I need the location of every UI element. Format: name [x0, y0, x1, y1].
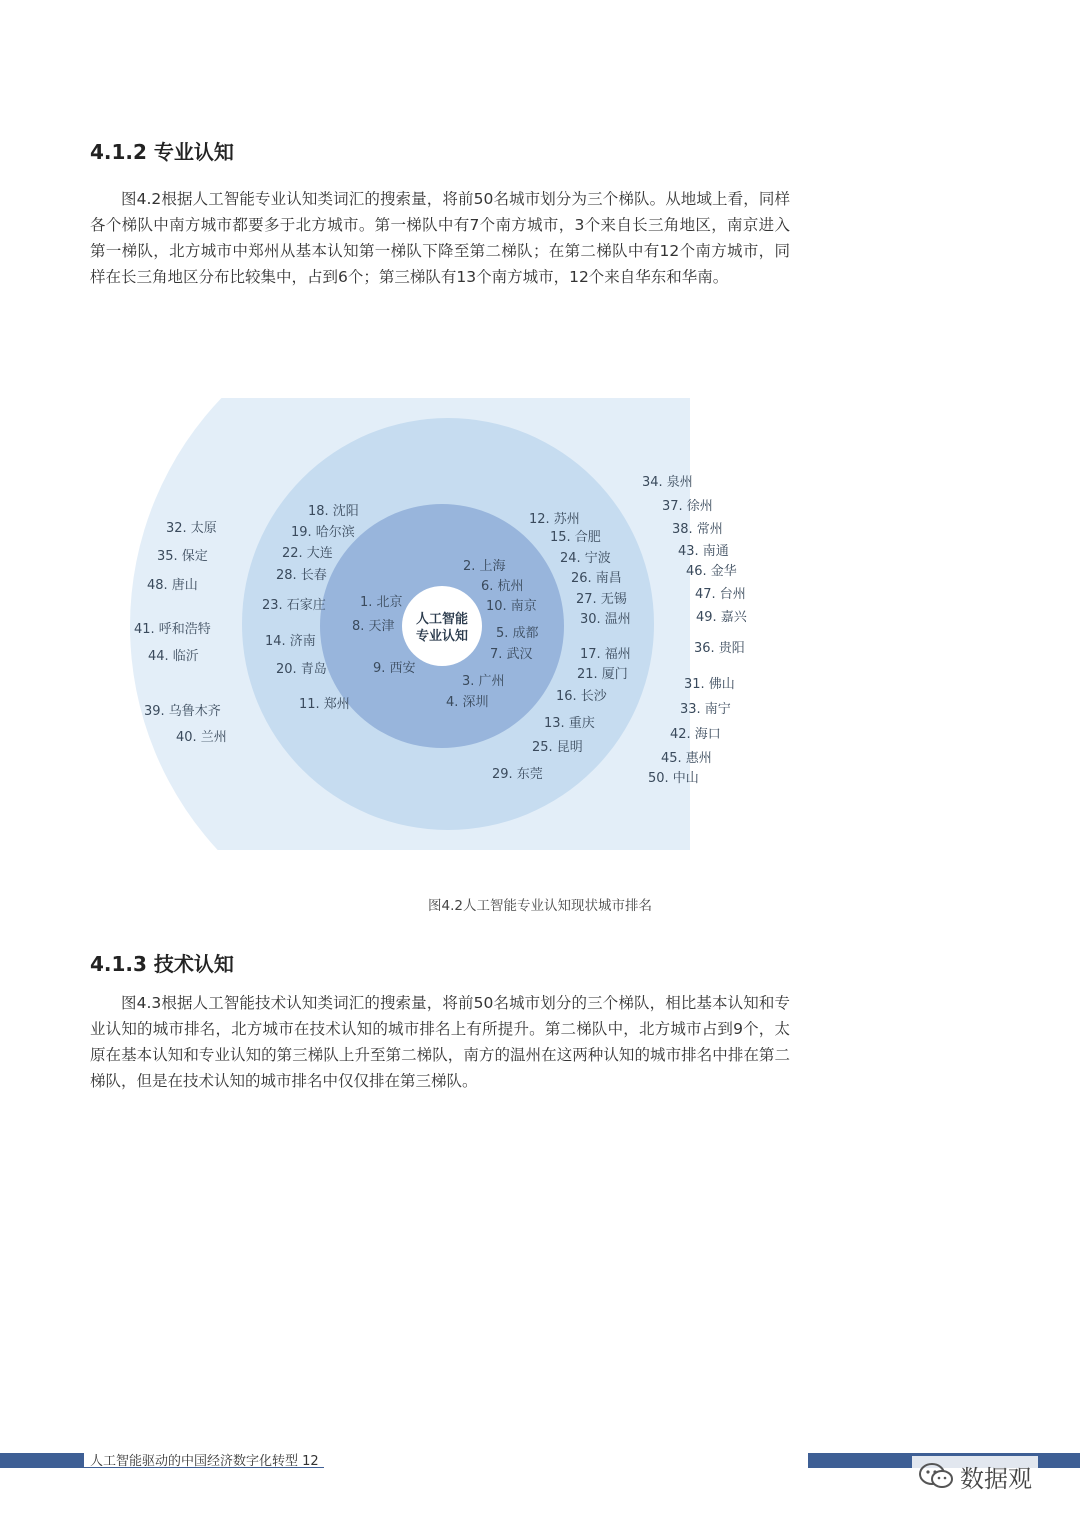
city-label: 40. 兰州 — [176, 730, 227, 745]
center-label-line2: 专业认知 — [415, 629, 469, 644]
city-label: 9. 西安 — [373, 661, 416, 676]
city-label: 19. 哈尔滨 — [291, 525, 355, 540]
city-label: 24. 宁波 — [560, 551, 611, 566]
city-label: 16. 长沙 — [556, 689, 607, 704]
city-label: 41. 呼和浩特 — [134, 622, 211, 637]
city-label: 28. 长春 — [276, 568, 327, 583]
watermark-text: 数据观 — [960, 1464, 1032, 1493]
section-paragraph-413: 图4.3根据人工智能技术认知类词汇的搜索量，将前50名城市划分的三个梯队，相比基本认知和专业认知的城市排名，北方城市在技术认知的城市排名上有所提升。第二梯队中，北方城市占到9个，太原在基本认知和专业认知的第三梯队上升至第二梯队，南方的温州在这两种认知的城市排名中排在第二梯队，但是在技术认知的城市排名中仅仅排在第三梯队。 — [90, 994, 790, 1090]
footer-page-label: 人工智能驱动的中国经济数字化转型 12 — [90, 1454, 319, 1469]
city-label: 3. 广州 — [462, 674, 505, 689]
city-label: 42. 海口 — [670, 727, 721, 742]
city-label: 23. 石家庄 — [262, 598, 326, 613]
city-label: 35. 保定 — [157, 549, 208, 564]
city-label: 29. 东莞 — [492, 767, 543, 782]
city-label: 36. 贵阳 — [694, 641, 745, 656]
city-label: 45. 惠州 — [661, 751, 712, 766]
city-label: 25. 昆明 — [532, 740, 583, 755]
city-label: 11. 郑州 — [299, 697, 350, 712]
city-label: 27. 无锡 — [576, 592, 627, 607]
city-label: 26. 南昌 — [571, 571, 622, 586]
city-label: 8. 天津 — [352, 619, 395, 634]
city-label: 1. 北京 — [360, 595, 403, 610]
city-label: 37. 徐州 — [662, 499, 713, 514]
city-label: 21. 厦门 — [577, 667, 628, 682]
city-label: 10. 南京 — [486, 599, 537, 614]
city-label: 49. 嘉兴 — [696, 610, 747, 625]
section-paragraph-412: 图4.2根据人工智能专业认知类词汇的搜索量，将前50名城市划分为三个梯队。从地域上看，同样各个梯队中南方城市都要多于北方城市。第一梯队中有7个南方城市，3个来自长三角地区，南京进入第一梯队，北方城市中郑州从基本认知第一梯队下降至第二梯队；在第二梯队中有12个南方城市，同样在长三角地区分布比较集中，占到6个；第三梯队有13个南方城市，12个来自华东和华南。 — [90, 190, 790, 286]
section-title-412: 4.1.2 专业认知 — [90, 140, 234, 164]
city-label: 30. 温州 — [580, 612, 631, 627]
figure-caption: 图4.2人工智能专业认知现状城市排名 — [428, 898, 652, 914]
city-label: 4. 深圳 — [446, 695, 489, 710]
city-label: 48. 唐山 — [147, 578, 198, 593]
footer-accent-bar-left — [0, 1453, 84, 1468]
chat-bubbles-icon — [918, 1461, 954, 1491]
city-label: 2. 上海 — [463, 559, 506, 574]
city-label: 15. 合肥 — [550, 530, 601, 545]
city-label: 50. 中山 — [648, 771, 699, 786]
watermark — [912, 1456, 1038, 1496]
city-label: 33. 南宁 — [680, 702, 731, 717]
city-label: 7. 武汉 — [490, 647, 533, 662]
city-label: 43. 南通 — [678, 544, 729, 559]
city-label: 13. 重庆 — [544, 716, 595, 731]
city-label: 12. 苏州 — [529, 512, 580, 527]
city-label: 31. 佛山 — [684, 677, 735, 692]
city-label: 34. 泉州 — [642, 475, 693, 490]
city-label: 47. 台州 — [695, 587, 746, 602]
city-label: 20. 青岛 — [276, 662, 327, 677]
city-label: 5. 成都 — [496, 626, 539, 641]
city-label: 6. 杭州 — [481, 579, 524, 594]
city-label: 22. 大连 — [282, 546, 333, 561]
city-ranking-diagram — [90, 398, 747, 850]
center-label-line1: 人工智能 — [415, 612, 469, 627]
city-label: 17. 福州 — [580, 647, 631, 662]
city-label: 39. 乌鲁木齐 — [144, 704, 221, 719]
city-label: 18. 沈阳 — [308, 504, 359, 519]
city-label: 38. 常州 — [672, 522, 723, 537]
city-label: 44. 临沂 — [148, 649, 199, 664]
city-label: 46. 金华 — [686, 564, 737, 579]
section-title-413: 4.1.3 技术认知 — [90, 952, 234, 976]
city-label: 14. 济南 — [265, 634, 316, 649]
city-label: 32. 太原 — [166, 521, 217, 536]
